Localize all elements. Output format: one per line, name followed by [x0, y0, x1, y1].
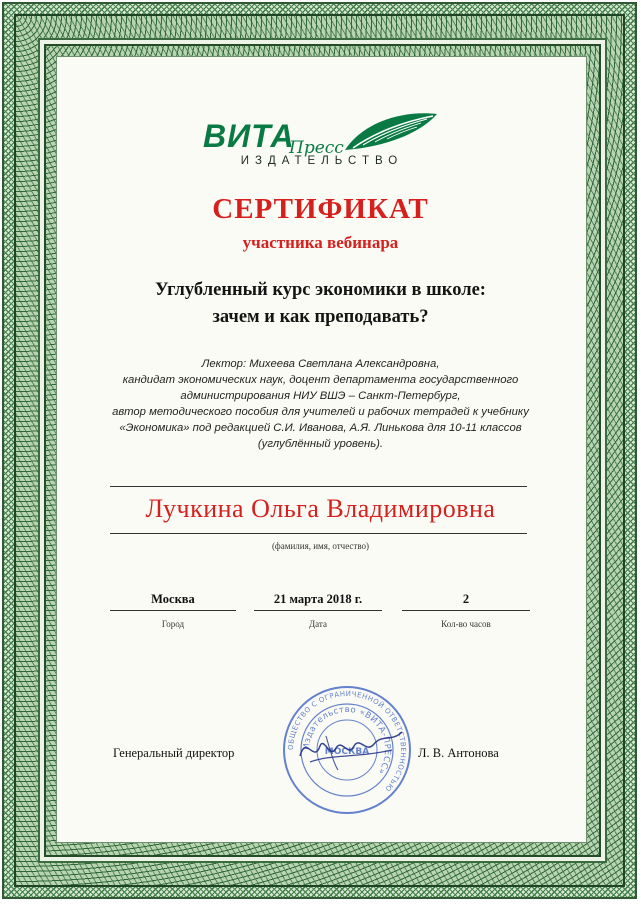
city-caption: Город [161, 619, 185, 629]
city-field [110, 592, 236, 629]
stamp-outer-text: ОБЩЕСТВО С ОГРАНИЧЕННОЙ ОТВЕТСТВЕННОСТЬЮ [286, 689, 408, 794]
city-value: Москва [110, 592, 236, 611]
director-signature [296, 724, 406, 774]
logo-brand: ВИТА [203, 118, 295, 154]
date-value: 21 марта 2018 г. [254, 592, 382, 611]
date-field [254, 592, 382, 629]
name-divider-bottom [110, 533, 527, 534]
hours-value: 2 [402, 592, 530, 611]
participant-name: Лучкина Ольга Владимировна [145, 494, 496, 523]
signatory-role: Генеральный директор [113, 746, 235, 760]
lecturer-line: «Экономика» под редакцией С.И. Иванова, А.Я. Линькова для 10-11 классов [119, 422, 522, 434]
stamp-city: МОСКВА [324, 747, 370, 757]
leaf-icon [343, 112, 439, 152]
logo-brand-script: Пресс [289, 138, 344, 158]
certificate-subtitle: участника вебинара [242, 233, 399, 252]
lecturer-line: кандидат экономических наук, доцент департамента государственного [122, 374, 519, 386]
hours-field [402, 592, 530, 629]
name-caption: (фамилия, имя, отчество) [271, 541, 370, 551]
lecturer-line: администрирования НИУ ВШЭ – Санкт-Петербург, [180, 390, 461, 402]
hours-caption: Кол-во часов [441, 619, 491, 629]
certificate-title: СЕРТИФИКАТ [212, 193, 429, 225]
lecturer-line: (углублённый уровень). [257, 438, 384, 450]
logo-subtitle: ИЗДАТЕЛЬСТВО [240, 155, 404, 167]
lecturer-info [90, 356, 551, 452]
lecturer-line: Лектор: Михеева Светлана Александровна, [201, 358, 440, 370]
date-caption: Дата [309, 619, 327, 629]
course-title [0, 277, 641, 331]
signatory-name: Л. В. Антонова [418, 746, 499, 760]
publisher-logo [203, 112, 443, 172]
lecturer-line: автор методического пособия для учителей и рабочих тетрадей к учебнику [112, 406, 529, 418]
stamp-inner-text: Издательство «ВИТА-ПРЕСС» [301, 704, 393, 777]
course-title-line: зачем и как преподавать? [212, 307, 429, 327]
course-title-line: Углубленный курс экономики в школе: [155, 280, 486, 300]
name-divider-top [110, 486, 527, 487]
